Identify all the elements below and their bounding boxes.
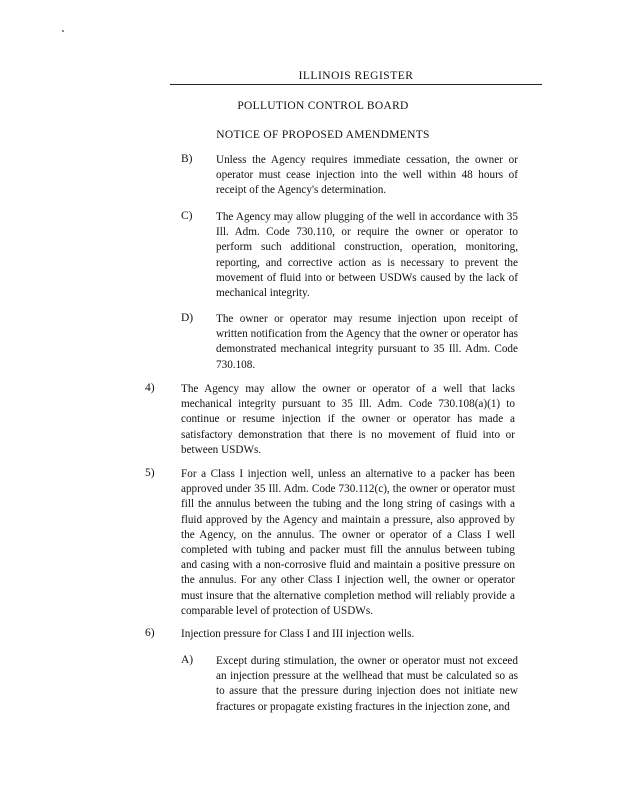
scan-speck	[62, 30, 64, 32]
paragraph-label: 4)	[145, 382, 155, 394]
paragraph-label: 5)	[145, 467, 155, 479]
paragraph-text: Except during stimulation, the owner or operator must not exceed an injection pressure at the wellhead that must be calculated so as to assure that the pressure during injection does not initiate new fractures or propagate existing fractures in the injection zone, and	[216, 655, 518, 713]
paragraph-text: Unless the Agency requires immediate cessation, the owner or operator must cease injection into the well within 48 hours of receipt of the Agency's determination.	[216, 154, 518, 197]
board-heading: POLLUTION CONTROL BOARD	[237, 100, 409, 112]
paragraph-label: D)	[181, 312, 194, 324]
paragraph-text: Injection pressure for Class I and III injection wells.	[181, 628, 415, 640]
paragraph-text: The owner or operator may resume injection upon receipt of written notification from the Agency that the owner or operator has demonstrated mechanical integrity pursuant to 35 Ill. Adm. Code 730.108.	[216, 313, 518, 371]
paragraph-text: The Agency may allow plugging of the well in accordance with 35 Ill. Adm. Code 730.110, or require the owner or operator to perform such additional construction, operation, monitoring, reporting, and corrective action as is necessary to prevent the movement of fluid into or between USDWs caused by the lack of mechanical integrity.	[216, 211, 518, 300]
header-rule	[170, 84, 542, 85]
paragraph-label: B)	[181, 153, 193, 165]
notice-heading: NOTICE OF PROPOSED AMENDMENTS	[216, 129, 430, 141]
paragraph-label: 6)	[145, 627, 155, 639]
register-title: ILLINOIS REGISTER	[298, 70, 414, 82]
paragraph-text: For a Class I injection well, unless an alternative to a packer has been approved under 35 Ill. Adm. Code 730.112(c), the owner or operator must fill the annulus between the tubing and the long string of casings with a fluid approved by the Agency and maintain a pressure, also approved by the Agency, on the annulus. The owner or operator of a Class I well completed with tubing and packer must fill the annulus between tubing and casing with a non-corrosive fluid and maintain a positive pressure on the annulus. For any other Class I injection well, the owner or operator must insure that the alternative completion method will reliably provide a comparable level of protection of USDWs.	[181, 468, 515, 617]
paragraph-text: The Agency may allow the owner or operator of a well that lacks mechanical integrity pursuant to 35 Ill. Adm. Code 730.108(a)(1) to continue or resume injection if the owner or operator has made a satisfactory demonstration that there is no movement of fluid into or between USDWs.	[181, 383, 515, 456]
paragraph-label: A)	[181, 654, 194, 666]
paragraph-label: C)	[181, 210, 193, 222]
